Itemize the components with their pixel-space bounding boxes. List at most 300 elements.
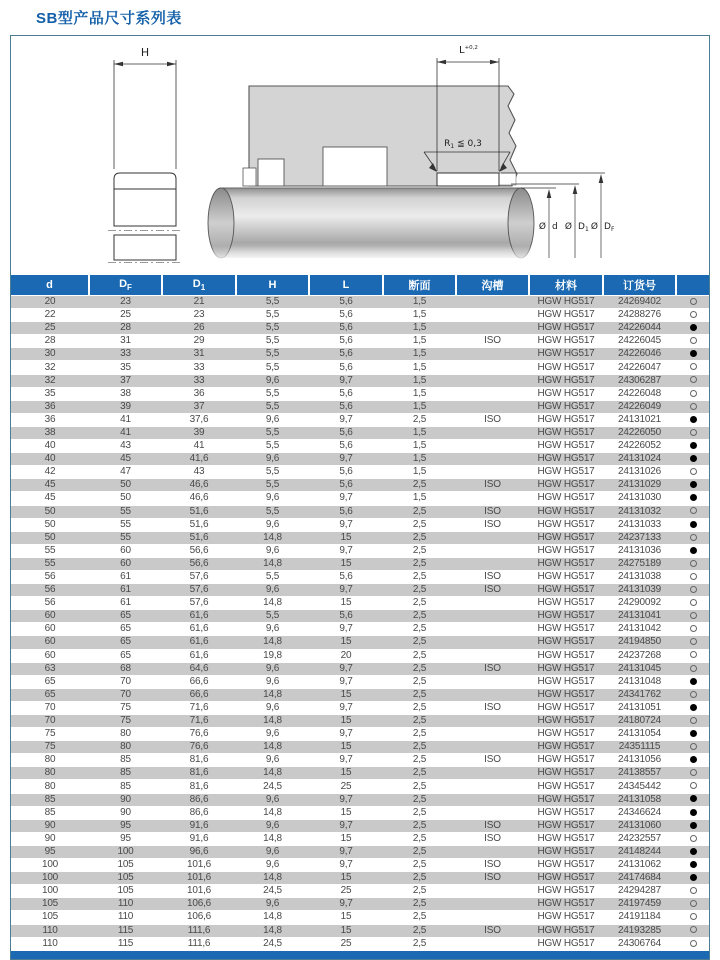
cell-order-no: 24288276 — [603, 309, 676, 322]
cell-d: 30 — [11, 348, 89, 361]
cell-d: 36 — [11, 413, 89, 426]
cell-availability — [676, 492, 710, 505]
cell-order-no: 24237268 — [603, 649, 676, 662]
cell-groove — [456, 688, 529, 701]
cell-availability — [676, 688, 710, 701]
cell-d: 80 — [11, 767, 89, 780]
cell-order-no: 24131042 — [603, 623, 676, 636]
cell-groove — [456, 636, 529, 649]
cell-l: 15 — [309, 597, 383, 610]
cell-groove — [456, 741, 529, 754]
availability-dot-open — [690, 769, 697, 776]
table-row — [11, 675, 710, 688]
availability-dot-filled — [690, 416, 697, 423]
cell-d: 40 — [11, 440, 89, 453]
content-frame — [10, 35, 710, 960]
cell-section: 2,5 — [383, 819, 456, 832]
cell-d: 32 — [11, 361, 89, 374]
cell-order-no: 24197459 — [603, 898, 676, 911]
cell-material: HGW HG517 — [529, 937, 603, 950]
cell-material: HGW HG517 — [529, 924, 603, 937]
availability-dot-open — [690, 926, 697, 933]
cell-order-no: 24131062 — [603, 859, 676, 872]
cell-material: HGW HG517 — [529, 767, 603, 780]
cell-df: 85 — [89, 780, 162, 793]
cell-d1: 81,6 — [162, 754, 236, 767]
cell-material: HGW HG517 — [529, 296, 603, 309]
cell-order-no: 24341762 — [603, 688, 676, 701]
cell-availability — [676, 793, 710, 806]
cell-order-no: 24232557 — [603, 832, 676, 845]
cell-d1: 111,6 — [162, 937, 236, 950]
table-row — [11, 859, 710, 872]
cell-groove — [456, 806, 529, 819]
cell-order-no: 24131026 — [603, 466, 676, 479]
cell-d1: 86,6 — [162, 806, 236, 819]
cell-order-no: 24269402 — [603, 296, 676, 309]
table-row — [11, 492, 710, 505]
cell-h: 5,5 — [236, 322, 309, 335]
table-row — [11, 296, 710, 309]
cell-df: 115 — [89, 937, 162, 950]
cell-h: 9,6 — [236, 701, 309, 714]
table-row — [11, 741, 710, 754]
cell-groove — [456, 885, 529, 898]
cell-df: 35 — [89, 361, 162, 374]
cell-section: 2,5 — [383, 570, 456, 583]
cell-order-no: 24131056 — [603, 754, 676, 767]
cell-material: HGW HG517 — [529, 911, 603, 924]
dia-d1-label: $D_1$ — [578, 222, 589, 233]
cell-df: 70 — [89, 675, 162, 688]
cell-l: 25 — [309, 885, 383, 898]
cell-order-no: 24131038 — [603, 570, 676, 583]
cell-material: HGW HG517 — [529, 780, 603, 793]
cell-order-no: 24131045 — [603, 662, 676, 675]
cell-h: 5,5 — [236, 610, 309, 623]
cell-material: HGW HG517 — [529, 859, 603, 872]
cell-h: 9,6 — [236, 544, 309, 557]
cell-order-no: 24180724 — [603, 715, 676, 728]
cell-section: 1,5 — [383, 374, 456, 387]
cell-material: HGW HG517 — [529, 885, 603, 898]
radius-note: $R_1$ ≦ 0,3 — [444, 139, 482, 150]
cell-d: 95 — [11, 845, 89, 858]
cell-order-no: 24131029 — [603, 479, 676, 492]
cell-df: 68 — [89, 662, 162, 675]
cell-h: 9,6 — [236, 413, 309, 426]
cell-availability — [676, 754, 710, 767]
cell-material: HGW HG517 — [529, 675, 603, 688]
availability-dot-filled — [690, 481, 697, 488]
table-row — [11, 309, 710, 322]
cell-groove: ISO — [456, 479, 529, 492]
cell-availability — [676, 715, 710, 728]
cell-df: 55 — [89, 518, 162, 531]
cell-groove — [456, 911, 529, 924]
cell-df: 105 — [89, 872, 162, 885]
cell-section: 1,5 — [383, 322, 456, 335]
cell-l: 9,7 — [309, 859, 383, 872]
cell-l: 9,7 — [309, 662, 383, 675]
cell-section: 2,5 — [383, 662, 456, 675]
availability-dot-filled — [690, 494, 697, 501]
cell-groove — [456, 675, 529, 688]
table-row — [11, 361, 710, 374]
cell-groove — [456, 544, 529, 557]
cell-l: 5,6 — [309, 570, 383, 583]
cell-order-no: 24226052 — [603, 440, 676, 453]
cell-groove — [456, 715, 529, 728]
cell-groove — [456, 728, 529, 741]
cell-df: 61 — [89, 597, 162, 610]
table-row — [11, 819, 710, 832]
table-row — [11, 400, 710, 413]
cell-l: 5,6 — [309, 322, 383, 335]
cell-d1: 71,6 — [162, 715, 236, 728]
cell-order-no: 24131030 — [603, 492, 676, 505]
cell-section: 1,5 — [383, 335, 456, 348]
cell-df: 28 — [89, 322, 162, 335]
bottom-blue-bar — [11, 951, 709, 959]
cell-d1: 76,6 — [162, 728, 236, 741]
cell-l: 5,6 — [309, 505, 383, 518]
cell-l: 20 — [309, 649, 383, 662]
cell-l: 9,7 — [309, 793, 383, 806]
cell-groove — [456, 557, 529, 570]
cell-material: HGW HG517 — [529, 518, 603, 531]
availability-dot-filled — [690, 874, 697, 881]
dia-df-label: $D_F$ — [604, 222, 615, 233]
table-row — [11, 479, 710, 492]
cell-h: 14,8 — [236, 557, 309, 570]
cell-availability — [676, 662, 710, 675]
cell-h: 5,5 — [236, 387, 309, 400]
cell-d: 100 — [11, 885, 89, 898]
cell-availability — [676, 649, 710, 662]
cell-material: HGW HG517 — [529, 426, 603, 439]
availability-dot-open — [690, 717, 697, 724]
table-row — [11, 780, 710, 793]
cell-d: 63 — [11, 662, 89, 675]
cell-d: 56 — [11, 597, 89, 610]
cell-section: 2,5 — [383, 741, 456, 754]
cell-df: 60 — [89, 544, 162, 557]
cell-section: 2,5 — [383, 832, 456, 845]
cell-availability — [676, 400, 710, 413]
cell-material: HGW HG517 — [529, 636, 603, 649]
cell-df: 105 — [89, 859, 162, 872]
cell-availability — [676, 557, 710, 570]
cell-section: 1,5 — [383, 296, 456, 309]
cell-d1: 111,6 — [162, 924, 236, 937]
cell-groove — [456, 361, 529, 374]
cell-availability — [676, 806, 710, 819]
cell-availability — [676, 440, 710, 453]
cell-df: 38 — [89, 387, 162, 400]
cell-material: HGW HG517 — [529, 806, 603, 819]
cell-h: 9,6 — [236, 754, 309, 767]
cell-material: HGW HG517 — [529, 715, 603, 728]
cell-order-no: 24351115 — [603, 741, 676, 754]
availability-dot-filled — [690, 442, 697, 449]
cell-l: 5,6 — [309, 440, 383, 453]
cell-material: HGW HG517 — [529, 832, 603, 845]
availability-dot-open — [690, 573, 697, 580]
cell-h: 9,6 — [236, 492, 309, 505]
cell-availability — [676, 937, 710, 950]
cell-l: 9,7 — [309, 413, 383, 426]
column-header-section: 断面 — [383, 275, 456, 296]
cell-h: 9,6 — [236, 623, 309, 636]
cell-section: 2,5 — [383, 688, 456, 701]
cell-groove: ISO — [456, 819, 529, 832]
cell-d1: 57,6 — [162, 570, 236, 583]
cell-d: 100 — [11, 872, 89, 885]
cell-material: HGW HG517 — [529, 898, 603, 911]
cell-section: 2,5 — [383, 728, 456, 741]
cell-material: HGW HG517 — [529, 610, 603, 623]
cell-df: 55 — [89, 505, 162, 518]
cell-d1: 43 — [162, 466, 236, 479]
cell-section: 2,5 — [383, 701, 456, 714]
cell-availability — [676, 584, 710, 597]
column-header-l: L — [309, 275, 383, 296]
cell-availability — [676, 335, 710, 348]
cell-d: 28 — [11, 335, 89, 348]
cell-availability — [676, 374, 710, 387]
cell-material: HGW HG517 — [529, 570, 603, 583]
cell-d: 100 — [11, 859, 89, 872]
cell-d1: 101,6 — [162, 872, 236, 885]
cell-d: 60 — [11, 649, 89, 662]
cell-order-no: 24275189 — [603, 557, 676, 570]
cell-groove: ISO — [456, 570, 529, 583]
cell-section: 2,5 — [383, 937, 456, 950]
cell-d1: 56,6 — [162, 557, 236, 570]
availability-dot-open — [690, 534, 697, 541]
cell-df: 25 — [89, 309, 162, 322]
table-row — [11, 767, 710, 780]
cell-groove — [456, 793, 529, 806]
availability-dot-filled — [690, 704, 697, 711]
cell-availability — [676, 924, 710, 937]
table-row — [11, 387, 710, 400]
housing — [243, 86, 517, 186]
availability-dot-open — [690, 403, 697, 410]
cell-availability — [676, 322, 710, 335]
cell-l: 5,6 — [309, 296, 383, 309]
cell-h: 5,5 — [236, 348, 309, 361]
cell-d: 110 — [11, 924, 89, 937]
table-row — [11, 898, 710, 911]
cell-df: 110 — [89, 911, 162, 924]
cell-availability — [676, 728, 710, 741]
column-header-groove: 沟槽 — [456, 275, 529, 296]
cell-h: 9,6 — [236, 584, 309, 597]
cell-material: HGW HG517 — [529, 466, 603, 479]
cell-df: 75 — [89, 701, 162, 714]
cell-material: HGW HG517 — [529, 413, 603, 426]
cell-material: HGW HG517 — [529, 649, 603, 662]
table-row — [11, 885, 710, 898]
page-title: SB型产品尺寸系列表 — [36, 10, 182, 27]
cell-df: 60 — [89, 557, 162, 570]
cell-d1: 57,6 — [162, 597, 236, 610]
cell-h: 9,6 — [236, 819, 309, 832]
cell-df: 65 — [89, 649, 162, 662]
cell-groove — [456, 348, 529, 361]
cell-availability — [676, 518, 710, 531]
cell-l: 5,6 — [309, 309, 383, 322]
cell-availability — [676, 610, 710, 623]
cell-groove — [456, 937, 529, 950]
column-header-order-no: 订货号 — [603, 275, 676, 296]
table-row — [11, 426, 710, 439]
cell-df: 23 — [89, 296, 162, 309]
cell-df: 90 — [89, 793, 162, 806]
cell-material: HGW HG517 — [529, 597, 603, 610]
cell-d: 110 — [11, 937, 89, 950]
cell-d: 25 — [11, 322, 89, 335]
cell-df: 55 — [89, 531, 162, 544]
cell-df: 65 — [89, 610, 162, 623]
cell-groove: ISO — [456, 924, 529, 937]
cell-df: 45 — [89, 453, 162, 466]
cell-d: 50 — [11, 505, 89, 518]
cell-d: 50 — [11, 518, 89, 531]
cell-section: 2,5 — [383, 767, 456, 780]
availability-dot-open — [690, 311, 697, 318]
table-row — [11, 374, 710, 387]
table-row — [11, 728, 710, 741]
cell-availability — [676, 780, 710, 793]
groove-small — [258, 159, 284, 186]
cell-h: 9,6 — [236, 662, 309, 675]
cell-l: 15 — [309, 557, 383, 570]
cell-l: 9,7 — [309, 701, 383, 714]
cell-d: 56 — [11, 570, 89, 583]
availability-dot-filled — [690, 861, 697, 868]
cell-groove: ISO — [456, 859, 529, 872]
cell-d: 32 — [11, 374, 89, 387]
cell-availability — [676, 387, 710, 400]
cell-order-no: 24193285 — [603, 924, 676, 937]
cell-d1: 56,6 — [162, 544, 236, 557]
cell-d1: 66,6 — [162, 675, 236, 688]
table-row — [11, 570, 710, 583]
cell-l: 5,6 — [309, 400, 383, 413]
cell-df: 100 — [89, 845, 162, 858]
cell-df: 95 — [89, 819, 162, 832]
cell-d1: 106,6 — [162, 911, 236, 924]
cell-availability — [676, 845, 710, 858]
availability-dot-filled — [690, 547, 697, 554]
cell-groove: ISO — [456, 584, 529, 597]
cell-groove — [456, 531, 529, 544]
cell-h: 19,8 — [236, 649, 309, 662]
cell-h: 9,6 — [236, 793, 309, 806]
cell-h: 14,8 — [236, 531, 309, 544]
cell-availability — [676, 597, 710, 610]
cell-section: 2,5 — [383, 597, 456, 610]
cell-h: 5,5 — [236, 309, 309, 322]
cell-order-no: 24174684 — [603, 872, 676, 885]
cell-h: 9,6 — [236, 845, 309, 858]
cell-df: 61 — [89, 570, 162, 583]
cell-d1: 36 — [162, 387, 236, 400]
table-row — [11, 701, 710, 714]
cell-h: 14,8 — [236, 741, 309, 754]
h-dimension — [114, 60, 176, 169]
cell-section: 2,5 — [383, 623, 456, 636]
cell-df: 65 — [89, 636, 162, 649]
availability-dot-open — [690, 625, 697, 632]
cell-section: 2,5 — [383, 610, 456, 623]
cell-h: 24,5 — [236, 780, 309, 793]
dia-d-prefix: Ø — [538, 222, 546, 232]
cell-order-no: 24131033 — [603, 518, 676, 531]
cell-df: 39 — [89, 400, 162, 413]
cell-h: 14,8 — [236, 911, 309, 924]
cell-l: 9,7 — [309, 544, 383, 557]
cell-order-no: 24131041 — [603, 610, 676, 623]
header-row — [11, 275, 710, 296]
table-row — [11, 440, 710, 453]
cell-l: 25 — [309, 937, 383, 950]
cell-d1: 81,6 — [162, 767, 236, 780]
cell-l: 15 — [309, 767, 383, 780]
cell-d1: 101,6 — [162, 859, 236, 872]
table-row — [11, 688, 710, 701]
cell-availability — [676, 832, 710, 845]
cell-material: HGW HG517 — [529, 701, 603, 714]
cell-section: 2,5 — [383, 557, 456, 570]
cell-groove: ISO — [456, 505, 529, 518]
cell-availability — [676, 505, 710, 518]
cell-material: HGW HG517 — [529, 440, 603, 453]
cell-l: 15 — [309, 688, 383, 701]
cell-groove: ISO — [456, 872, 529, 885]
cell-h: 9,6 — [236, 728, 309, 741]
cell-material: HGW HG517 — [529, 374, 603, 387]
cell-order-no: 24131039 — [603, 584, 676, 597]
cell-order-no: 24226050 — [603, 426, 676, 439]
cell-d1: 101,6 — [162, 885, 236, 898]
cell-l: 9,7 — [309, 819, 383, 832]
cell-l: 5,6 — [309, 348, 383, 361]
cell-l: 9,7 — [309, 898, 383, 911]
cell-l: 5,6 — [309, 479, 383, 492]
cell-section: 2,5 — [383, 715, 456, 728]
cell-l: 5,6 — [309, 387, 383, 400]
cell-availability — [676, 872, 710, 885]
cell-order-no: 24191184 — [603, 911, 676, 924]
cell-section: 2,5 — [383, 924, 456, 937]
cell-groove — [456, 440, 529, 453]
cell-order-no: 24226048 — [603, 387, 676, 400]
cell-availability — [676, 819, 710, 832]
cell-section: 2,5 — [383, 911, 456, 924]
availability-dot-open — [690, 900, 697, 907]
cell-df: 80 — [89, 741, 162, 754]
cell-groove: ISO — [456, 413, 529, 426]
cell-groove — [456, 374, 529, 387]
cell-groove — [456, 845, 529, 858]
availability-dot-filled — [690, 730, 697, 737]
cell-l: 15 — [309, 531, 383, 544]
dia-d-label: d — [552, 222, 558, 232]
